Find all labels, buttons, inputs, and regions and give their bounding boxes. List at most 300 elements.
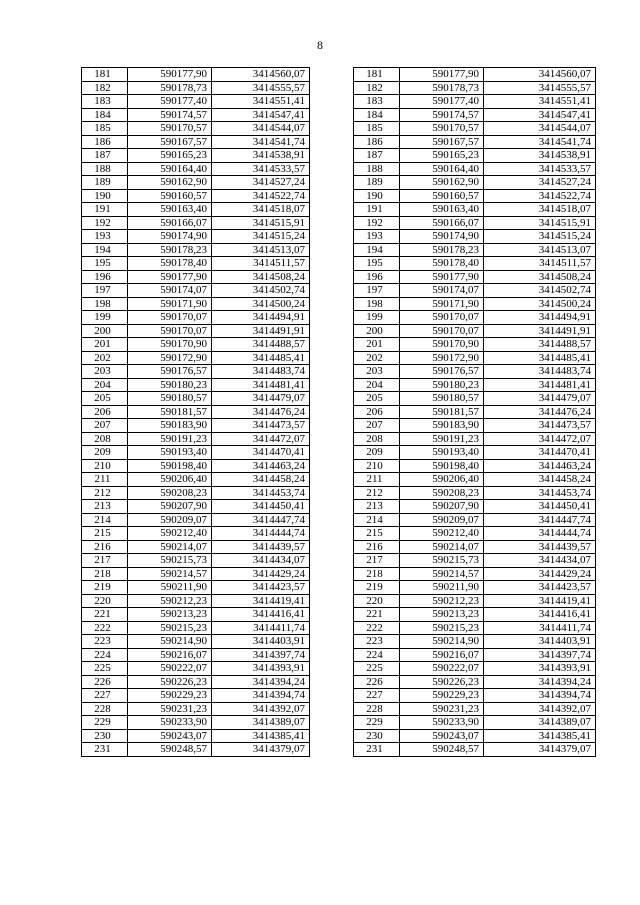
table-row xyxy=(82,743,596,757)
column-gap xyxy=(310,432,354,446)
left-cell-num: 202 xyxy=(82,351,128,365)
left-cell-x: 590174,90 xyxy=(128,230,212,244)
left-cell-y: 3414458,24 xyxy=(212,473,310,487)
table-row xyxy=(82,189,596,203)
right-cell-y: 3414538,91 xyxy=(484,149,596,163)
left-cell-num: 211 xyxy=(82,473,128,487)
left-cell-num: 207 xyxy=(82,419,128,433)
left-cell-num: 222 xyxy=(82,621,128,635)
left-cell-x: 590206,40 xyxy=(128,473,212,487)
left-cell-x: 590170,90 xyxy=(128,338,212,352)
right-cell-num: 211 xyxy=(354,473,400,487)
column-gap xyxy=(310,473,354,487)
left-cell-num: 190 xyxy=(82,189,128,203)
left-cell-x: 590231,23 xyxy=(128,702,212,716)
left-cell-y: 3414397,74 xyxy=(212,648,310,662)
left-cell-num: 195 xyxy=(82,257,128,271)
right-cell-num: 215 xyxy=(354,527,400,541)
right-cell-x: 590213,23 xyxy=(400,608,484,622)
left-cell-x: 590171,90 xyxy=(128,297,212,311)
right-cell-x: 590178,23 xyxy=(400,243,484,257)
column-gap xyxy=(310,459,354,473)
left-cell-num: 218 xyxy=(82,567,128,581)
left-cell-y: 3414476,24 xyxy=(212,405,310,419)
table-row xyxy=(82,486,596,500)
left-cell-num: 215 xyxy=(82,527,128,541)
column-gap xyxy=(310,324,354,338)
column-gap xyxy=(310,122,354,136)
right-cell-num: 223 xyxy=(354,635,400,649)
column-gap xyxy=(310,594,354,608)
right-cell-num: 225 xyxy=(354,662,400,676)
column-gap xyxy=(310,648,354,662)
left-cell-x: 590208,23 xyxy=(128,486,212,500)
column-gap xyxy=(310,405,354,419)
left-cell-y: 3414379,07 xyxy=(212,743,310,757)
right-cell-num: 216 xyxy=(354,540,400,554)
left-cell-x: 590226,23 xyxy=(128,675,212,689)
right-cell-y: 3414444,74 xyxy=(484,527,596,541)
left-cell-y: 3414444,74 xyxy=(212,527,310,541)
column-gap xyxy=(310,230,354,244)
left-cell-y: 3414389,07 xyxy=(212,716,310,730)
column-gap xyxy=(310,351,354,365)
left-cell-num: 229 xyxy=(82,716,128,730)
left-cell-num: 231 xyxy=(82,743,128,757)
left-cell-num: 199 xyxy=(82,311,128,325)
left-cell-y: 3414481,41 xyxy=(212,378,310,392)
left-cell-x: 590233,90 xyxy=(128,716,212,730)
right-cell-y: 3414458,24 xyxy=(484,473,596,487)
right-cell-y: 3414481,41 xyxy=(484,378,596,392)
left-cell-y: 3414416,41 xyxy=(212,608,310,622)
right-cell-num: 186 xyxy=(354,135,400,149)
column-gap xyxy=(310,689,354,703)
left-cell-y: 3414423,57 xyxy=(212,581,310,595)
right-cell-num: 181 xyxy=(354,68,400,82)
left-cell-x: 590181,57 xyxy=(128,405,212,419)
left-cell-num: 187 xyxy=(82,149,128,163)
right-cell-x: 590233,90 xyxy=(400,716,484,730)
right-cell-num: 184 xyxy=(354,108,400,122)
left-cell-y: 3414394,74 xyxy=(212,689,310,703)
right-cell-x: 590177,40 xyxy=(400,95,484,109)
left-cell-x: 590167,57 xyxy=(128,135,212,149)
left-cell-num: 206 xyxy=(82,405,128,419)
right-cell-x: 590178,73 xyxy=(400,81,484,95)
right-cell-x: 590193,40 xyxy=(400,446,484,460)
table-row xyxy=(82,81,596,95)
right-cell-y: 3414429,24 xyxy=(484,567,596,581)
column-gap xyxy=(310,513,354,527)
left-cell-y: 3414439,57 xyxy=(212,540,310,554)
page-number: 8 xyxy=(317,38,323,52)
right-cell-y: 3414515,24 xyxy=(484,230,596,244)
left-cell-y: 3414394,24 xyxy=(212,675,310,689)
right-cell-y: 3414483,74 xyxy=(484,365,596,379)
right-cell-num: 230 xyxy=(354,729,400,743)
left-cell-x: 590174,07 xyxy=(128,284,212,298)
left-cell-num: 220 xyxy=(82,594,128,608)
right-cell-y: 3414488,57 xyxy=(484,338,596,352)
right-cell-y: 3414447,74 xyxy=(484,513,596,527)
table-row xyxy=(82,527,596,541)
column-gap xyxy=(310,68,354,82)
right-cell-y: 3414491,91 xyxy=(484,324,596,338)
table-row xyxy=(82,459,596,473)
right-cell-y: 3414411,74 xyxy=(484,621,596,635)
left-cell-y: 3414472,07 xyxy=(212,432,310,446)
right-cell-x: 590222,07 xyxy=(400,662,484,676)
column-gap xyxy=(310,486,354,500)
left-cell-x: 590222,07 xyxy=(128,662,212,676)
table-row xyxy=(82,216,596,230)
right-cell-num: 191 xyxy=(354,203,400,217)
right-cell-x: 590214,07 xyxy=(400,540,484,554)
column-gap xyxy=(310,729,354,743)
left-cell-x: 590180,57 xyxy=(128,392,212,406)
right-cell-x: 590163,40 xyxy=(400,203,484,217)
right-cell-num: 197 xyxy=(354,284,400,298)
left-cell-num: 191 xyxy=(82,203,128,217)
right-cell-x: 590177,90 xyxy=(400,270,484,284)
right-cell-x: 590170,07 xyxy=(400,324,484,338)
right-cell-y: 3414479,07 xyxy=(484,392,596,406)
right-cell-num: 209 xyxy=(354,446,400,460)
right-cell-x: 590206,40 xyxy=(400,473,484,487)
table-row xyxy=(82,567,596,581)
right-cell-y: 3414544,07 xyxy=(484,122,596,136)
right-cell-y: 3414389,07 xyxy=(484,716,596,730)
column-gap xyxy=(310,81,354,95)
right-cell-num: 226 xyxy=(354,675,400,689)
left-cell-y: 3414488,57 xyxy=(212,338,310,352)
right-cell-x: 590167,57 xyxy=(400,135,484,149)
left-cell-x: 590216,07 xyxy=(128,648,212,662)
left-cell-num: 193 xyxy=(82,230,128,244)
right-cell-num: 192 xyxy=(354,216,400,230)
left-cell-y: 3414403,91 xyxy=(212,635,310,649)
left-cell-num: 216 xyxy=(82,540,128,554)
left-cell-y: 3414538,91 xyxy=(212,149,310,163)
table-row xyxy=(82,311,596,325)
right-cell-num: 205 xyxy=(354,392,400,406)
right-cell-y: 3414403,91 xyxy=(484,635,596,649)
right-cell-num: 220 xyxy=(354,594,400,608)
table-row xyxy=(82,621,596,635)
column-gap xyxy=(310,419,354,433)
right-cell-num: 214 xyxy=(354,513,400,527)
left-cell-num: 226 xyxy=(82,675,128,689)
right-cell-x: 590165,23 xyxy=(400,149,484,163)
left-cell-y: 3414555,57 xyxy=(212,81,310,95)
column-gap xyxy=(310,567,354,581)
table-row xyxy=(82,162,596,176)
left-cell-num: 184 xyxy=(82,108,128,122)
left-cell-num: 230 xyxy=(82,729,128,743)
right-cell-x: 590198,40 xyxy=(400,459,484,473)
column-gap xyxy=(310,189,354,203)
right-cell-y: 3414379,07 xyxy=(484,743,596,757)
left-cell-num: 182 xyxy=(82,81,128,95)
left-cell-x: 590213,23 xyxy=(128,608,212,622)
left-cell-y: 3414392,07 xyxy=(212,702,310,716)
table-row xyxy=(82,122,596,136)
left-cell-y: 3414429,24 xyxy=(212,567,310,581)
right-cell-num: 206 xyxy=(354,405,400,419)
left-cell-x: 590229,23 xyxy=(128,689,212,703)
column-gap xyxy=(310,135,354,149)
table-row xyxy=(82,662,596,676)
left-cell-x: 590160,57 xyxy=(128,189,212,203)
column-gap xyxy=(310,500,354,514)
right-cell-x: 590215,23 xyxy=(400,621,484,635)
right-cell-x: 590172,90 xyxy=(400,351,484,365)
right-cell-x: 590164,40 xyxy=(400,162,484,176)
right-cell-x: 590178,40 xyxy=(400,257,484,271)
right-cell-y: 3414547,41 xyxy=(484,108,596,122)
table-row xyxy=(82,702,596,716)
left-cell-x: 590164,40 xyxy=(128,162,212,176)
right-cell-x: 590160,57 xyxy=(400,189,484,203)
right-cell-y: 3414508,24 xyxy=(484,270,596,284)
left-cell-y: 3414385,41 xyxy=(212,729,310,743)
right-cell-x: 590170,90 xyxy=(400,338,484,352)
left-cell-y: 3414502,74 xyxy=(212,284,310,298)
right-cell-x: 590177,90 xyxy=(400,68,484,82)
column-gap xyxy=(310,270,354,284)
column-gap xyxy=(310,716,354,730)
left-cell-num: 208 xyxy=(82,432,128,446)
left-cell-y: 3414515,24 xyxy=(212,230,310,244)
right-cell-x: 590212,23 xyxy=(400,594,484,608)
left-cell-x: 590209,07 xyxy=(128,513,212,527)
left-cell-x: 590166,07 xyxy=(128,216,212,230)
table-row xyxy=(82,378,596,392)
right-cell-x: 590174,90 xyxy=(400,230,484,244)
left-cell-num: 181 xyxy=(82,68,128,82)
right-cell-y: 3414502,74 xyxy=(484,284,596,298)
left-cell-num: 225 xyxy=(82,662,128,676)
right-cell-num: 227 xyxy=(354,689,400,703)
table-row xyxy=(82,176,596,190)
table-row xyxy=(82,270,596,284)
right-cell-num: 198 xyxy=(354,297,400,311)
left-cell-num: 219 xyxy=(82,581,128,595)
right-cell-num: 199 xyxy=(354,311,400,325)
left-cell-num: 200 xyxy=(82,324,128,338)
right-cell-num: 204 xyxy=(354,378,400,392)
left-cell-x: 590170,07 xyxy=(128,311,212,325)
left-cell-x: 590214,57 xyxy=(128,567,212,581)
left-cell-y: 3414453,74 xyxy=(212,486,310,500)
left-cell-y: 3414500,24 xyxy=(212,297,310,311)
right-cell-num: 182 xyxy=(354,81,400,95)
left-cell-y: 3414513,07 xyxy=(212,243,310,257)
right-cell-y: 3414511,57 xyxy=(484,257,596,271)
table-row xyxy=(82,257,596,271)
left-cell-x: 590214,90 xyxy=(128,635,212,649)
left-cell-x: 590178,23 xyxy=(128,243,212,257)
right-cell-y: 3414560,07 xyxy=(484,68,596,82)
left-cell-x: 590180,23 xyxy=(128,378,212,392)
right-cell-y: 3414551,41 xyxy=(484,95,596,109)
right-cell-num: 196 xyxy=(354,270,400,284)
table-row xyxy=(82,405,596,419)
right-cell-x: 590174,07 xyxy=(400,284,484,298)
left-cell-x: 590215,23 xyxy=(128,621,212,635)
left-cell-num: 196 xyxy=(82,270,128,284)
right-cell-y: 3414527,24 xyxy=(484,176,596,190)
right-cell-x: 590207,90 xyxy=(400,500,484,514)
right-cell-x: 590180,23 xyxy=(400,378,484,392)
right-cell-x: 590229,23 xyxy=(400,689,484,703)
left-cell-num: 188 xyxy=(82,162,128,176)
left-cell-y: 3414544,07 xyxy=(212,122,310,136)
right-cell-num: 229 xyxy=(354,716,400,730)
right-cell-num: 195 xyxy=(354,257,400,271)
right-cell-x: 590166,07 xyxy=(400,216,484,230)
right-cell-num: 210 xyxy=(354,459,400,473)
column-gap xyxy=(310,216,354,230)
column-gap xyxy=(310,581,354,595)
column-gap xyxy=(310,257,354,271)
left-cell-y: 3414419,41 xyxy=(212,594,310,608)
right-cell-num: 189 xyxy=(354,176,400,190)
right-cell-num: 202 xyxy=(354,351,400,365)
left-cell-y: 3414518,07 xyxy=(212,203,310,217)
right-cell-y: 3414453,74 xyxy=(484,486,596,500)
left-cell-y: 3414463,24 xyxy=(212,459,310,473)
table-row xyxy=(82,648,596,662)
right-cell-x: 590170,07 xyxy=(400,311,484,325)
right-cell-num: 200 xyxy=(354,324,400,338)
left-cell-x: 590212,40 xyxy=(128,527,212,541)
table-row xyxy=(82,230,596,244)
right-cell-y: 3414419,41 xyxy=(484,594,596,608)
table-row xyxy=(82,243,596,257)
table-row xyxy=(82,500,596,514)
right-cell-num: 190 xyxy=(354,189,400,203)
left-cell-x: 590207,90 xyxy=(128,500,212,514)
table-row xyxy=(82,149,596,163)
right-cell-num: 194 xyxy=(354,243,400,257)
table-row xyxy=(82,540,596,554)
left-cell-x: 590178,40 xyxy=(128,257,212,271)
table-row xyxy=(82,392,596,406)
left-cell-x: 590170,57 xyxy=(128,122,212,136)
table-row xyxy=(82,513,596,527)
left-cell-num: 213 xyxy=(82,500,128,514)
left-cell-x: 590162,90 xyxy=(128,176,212,190)
right-cell-y: 3414522,74 xyxy=(484,189,596,203)
left-cell-num: 228 xyxy=(82,702,128,716)
column-gap xyxy=(310,297,354,311)
right-cell-x: 590171,90 xyxy=(400,297,484,311)
column-gap xyxy=(310,365,354,379)
right-cell-x: 590208,23 xyxy=(400,486,484,500)
left-cell-y: 3414473,57 xyxy=(212,419,310,433)
table-row xyxy=(82,338,596,352)
right-cell-num: 222 xyxy=(354,621,400,635)
right-cell-y: 3414463,24 xyxy=(484,459,596,473)
left-cell-num: 203 xyxy=(82,365,128,379)
left-cell-num: 227 xyxy=(82,689,128,703)
right-cell-num: 203 xyxy=(354,365,400,379)
right-cell-y: 3414416,41 xyxy=(484,608,596,622)
left-cell-num: 189 xyxy=(82,176,128,190)
left-cell-num: 194 xyxy=(82,243,128,257)
coordinates-table-body xyxy=(82,68,596,757)
column-gap xyxy=(310,284,354,298)
right-cell-num: 221 xyxy=(354,608,400,622)
left-cell-num: 204 xyxy=(82,378,128,392)
right-cell-x: 590226,23 xyxy=(400,675,484,689)
right-cell-num: 208 xyxy=(354,432,400,446)
right-cell-y: 3414394,24 xyxy=(484,675,596,689)
column-gap xyxy=(310,608,354,622)
right-cell-num: 188 xyxy=(354,162,400,176)
table-row xyxy=(82,324,596,338)
coordinates-table xyxy=(81,67,596,757)
left-cell-x: 590193,40 xyxy=(128,446,212,460)
left-cell-num: 210 xyxy=(82,459,128,473)
left-cell-y: 3414527,24 xyxy=(212,176,310,190)
table-row xyxy=(82,554,596,568)
column-gap xyxy=(310,203,354,217)
right-cell-num: 218 xyxy=(354,567,400,581)
left-cell-x: 590191,23 xyxy=(128,432,212,446)
column-gap xyxy=(310,162,354,176)
left-cell-y: 3414522,74 xyxy=(212,189,310,203)
right-cell-x: 590216,07 xyxy=(400,648,484,662)
right-cell-num: 217 xyxy=(354,554,400,568)
left-cell-y: 3414479,07 xyxy=(212,392,310,406)
left-cell-y: 3414483,74 xyxy=(212,365,310,379)
right-cell-x: 590248,57 xyxy=(400,743,484,757)
table-row xyxy=(82,729,596,743)
right-cell-y: 3414450,41 xyxy=(484,500,596,514)
left-cell-x: 590212,23 xyxy=(128,594,212,608)
column-gap xyxy=(310,338,354,352)
left-cell-num: 201 xyxy=(82,338,128,352)
right-cell-y: 3414393,91 xyxy=(484,662,596,676)
left-cell-x: 590176,57 xyxy=(128,365,212,379)
table-row xyxy=(82,95,596,109)
table-row xyxy=(82,689,596,703)
left-cell-x: 590174,57 xyxy=(128,108,212,122)
left-cell-x: 590177,40 xyxy=(128,95,212,109)
column-gap xyxy=(310,527,354,541)
right-cell-num: 213 xyxy=(354,500,400,514)
right-cell-y: 3414513,07 xyxy=(484,243,596,257)
right-cell-y: 3414397,74 xyxy=(484,648,596,662)
left-cell-x: 590214,07 xyxy=(128,540,212,554)
right-cell-y: 3414434,07 xyxy=(484,554,596,568)
left-cell-y: 3414515,91 xyxy=(212,216,310,230)
right-cell-x: 590181,57 xyxy=(400,405,484,419)
table-row xyxy=(82,135,596,149)
table-row xyxy=(82,419,596,433)
right-cell-y: 3414439,57 xyxy=(484,540,596,554)
right-cell-y: 3414555,57 xyxy=(484,81,596,95)
left-cell-x: 590243,07 xyxy=(128,729,212,743)
right-cell-num: 219 xyxy=(354,581,400,595)
left-cell-num: 221 xyxy=(82,608,128,622)
right-cell-y: 3414473,57 xyxy=(484,419,596,433)
column-gap xyxy=(310,311,354,325)
right-cell-num: 185 xyxy=(354,122,400,136)
